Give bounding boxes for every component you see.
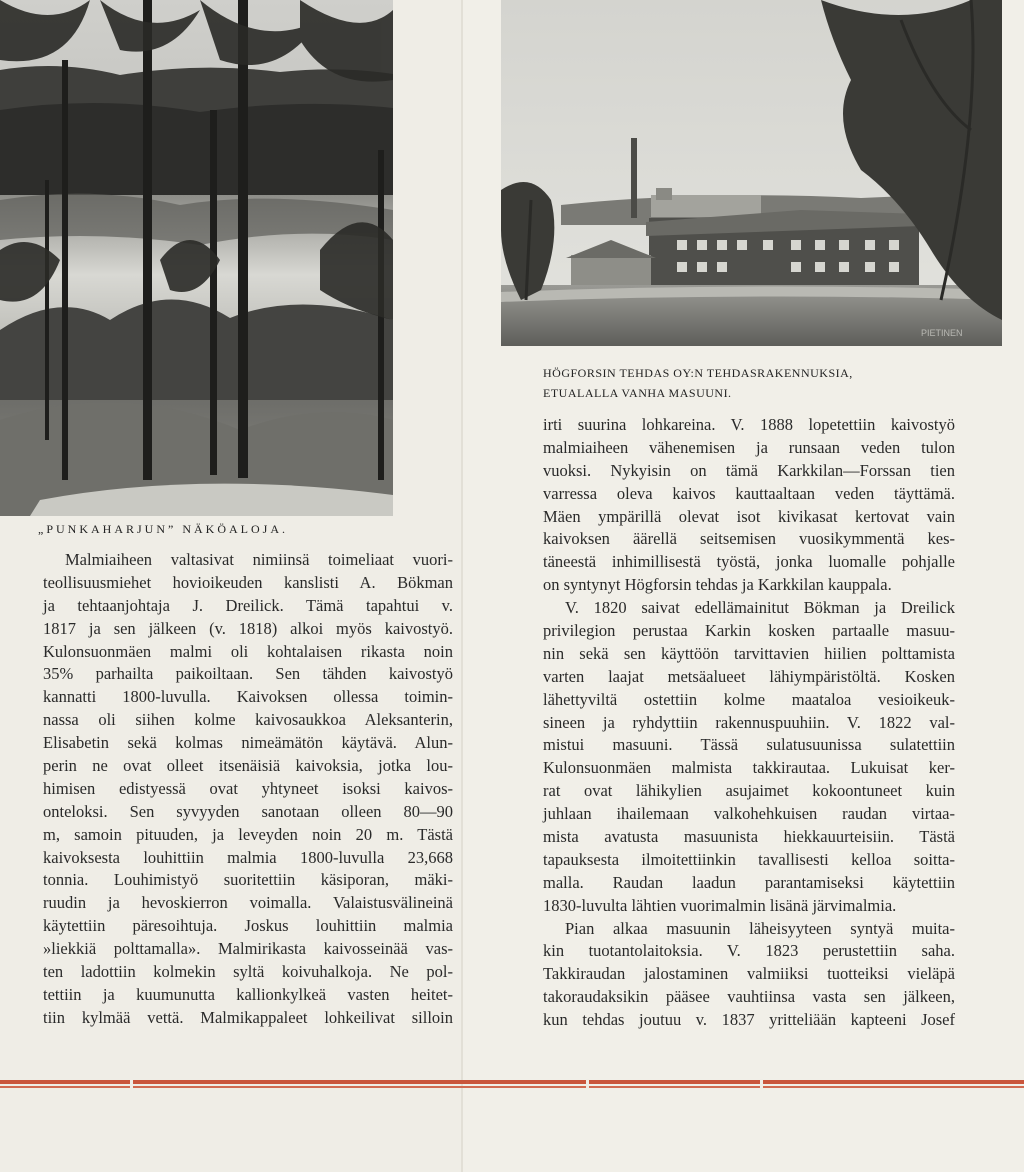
text-line: V. 1820 saivat edellämainitut Bökman ja Dreilick: [565, 598, 955, 618]
text-line: kun tehdas joutuu v. 1837 yritteliään kapteeni Josef: [543, 1010, 955, 1030]
page-fold: [461, 0, 463, 1172]
text-line: rat ovat lähikylien asujaimet kokoontuneet kuin: [543, 781, 955, 801]
right-text-column: [543, 414, 955, 1032]
text-line: perin ne ovat olleet itsenäisiä kaivoksia, jotka lou-: [43, 756, 453, 776]
text-line: varressa oleva kaivos kauttaaltaan veden täyttämä.: [543, 483, 955, 503]
text-line: »liekkiä polttamalla». Malmirikasta kaivosseinää vas-: [43, 939, 453, 959]
text-line: privilegion perustaa Karkin kosken partaalle masuu-: [543, 621, 955, 641]
photo-caption-left: „PUNKAHARJUN” NÄKÖALOJA.: [38, 522, 288, 536]
text-line: onteloksi. Sen syvyyden sanotaan olleen 80—90: [43, 801, 453, 821]
text-line: lähettyviltä ostettiin kolme maataloa vesioikeuk-: [543, 689, 955, 709]
text-line: kaivoksesta louhittiin malmia 1800-luvulla 23,668: [43, 847, 453, 867]
text-line: m, samoin pituuden, ja leveyden noin 20 m. Tästä: [43, 824, 453, 844]
text-line: ruudin ja hevoskierron voimalla. Valaistusvälineinä: [43, 893, 453, 913]
text-line: Pian alkaa masuunin läheisyyteen syntyä muita-: [565, 918, 955, 938]
text-line: tapauksesta ilmoitettiinkin tavallisesti kelloa soitta-: [543, 849, 955, 869]
text-line: malmiaiheen vähenemisen ja runsaan veden tulon: [543, 437, 955, 457]
text-line: malla. Raudan laadun parantamiseksi käytettiin: [543, 872, 955, 892]
text-line: Malmiaiheen valtasivat nimiinsä toimeliaat vuori-: [65, 550, 453, 569]
text-line: mistui masuuni. Tässä sulatusuunissa sulatettiin: [543, 735, 955, 755]
text-line: Takkiraudan jalostaminen valmiiksi tuotteiksi vieläpä: [543, 964, 955, 984]
text-line: tettiin ja kuumunutta kallionkylkeä vasten heitet-: [43, 984, 453, 1004]
rule-gap: [130, 1079, 133, 1089]
text-line: varten laajat metsäalueet lähiympäristöltä. Kosken: [543, 666, 955, 686]
text-line: sineen ja ryhdyttiin rakennuspuuhiin. V. 1822 val-: [543, 712, 955, 732]
text-line: Elisabetin sekä kolmas nimeämätön käytävä. Alun-: [43, 733, 453, 753]
text-line: tonnia. Louhimistyö suoritettiin käsiporan, mäki-: [43, 870, 453, 890]
text-line: kannatti 1800-luvulla. Kaivoksen ollessa toimin-: [43, 687, 453, 707]
forest-lake-photo: [0, 0, 393, 516]
text-line: Kulonsuonmäen malmi oli kohtalaisen rikasta noin: [43, 641, 453, 661]
text-line: nin sekä sen käyttöön tarvittavien hiilien polttamista: [543, 643, 955, 663]
factory-photo: [501, 0, 1002, 346]
decorative-rule: [0, 1080, 1024, 1084]
text-line: 1830-luvulta lähtien vuorimalmin lisänä järvimalmia.: [543, 895, 897, 915]
text-line: nassa oli siihen kolme kaivosaukkoa Aleksanterin,: [43, 710, 453, 730]
text-line: täneestä inhimillisestä työstä, jonka luomalle pohjalle: [543, 552, 955, 572]
caption-line: ETUALALLA VANHA MASUUNI.: [543, 386, 732, 400]
rule-gap: [586, 1079, 589, 1089]
svg-text:PIETINEN: PIETINEN: [921, 328, 963, 338]
text-line: 1817 ja sen jälkeen (v. 1818) alkoi myös kaivostyö.: [43, 618, 453, 638]
decorative-rule-thin: [0, 1086, 1024, 1088]
caption-line: HÖGFORSIN TEHDAS OY:N TEHDASRAKENNUKSIA,: [543, 366, 853, 380]
rule-gap: [760, 1079, 763, 1089]
text-line: kin tuotantolaitoksia. V. 1823 perustettiin saha.: [543, 941, 955, 961]
text-line: 35% parhailta paikoiltaan. Sen tähden kaivostyö: [43, 664, 453, 684]
text-line: mista avatusta masuunista hiekkauurteisiin. Tästä: [543, 827, 955, 847]
text-line: kaivoksen äärellä seitsemisen vuosikymmentä kes-: [543, 529, 955, 549]
text-line: tiin kylmää vettä. Malmikappaleet lohkeilivat silloin: [43, 1007, 453, 1027]
text-line: himisen edistyessä ovat yhtyneet isoksi kaivos-: [43, 778, 453, 798]
photo-caption-right: [543, 363, 963, 403]
text-line: Mäen ympärillä olevat isot kivikasat kertovat vain: [543, 506, 955, 526]
text-line: teollisuusmiehet hovioikeuden kanslisti A. Bökman: [43, 572, 453, 592]
text-line: käytettiin päresoihtuja. Joskus louhittiin malmia: [43, 916, 453, 936]
left-text-column: [43, 549, 453, 1030]
text-line: on syntynyt Högforsin tehdas ja Karkkilan kauppala.: [543, 575, 892, 595]
text-line: irti suurina lohkareina. V. 1888 lopetettiin kaivostyö: [543, 415, 955, 434]
text-line: ja tehtaanjohtaja J. Dreilick. Tämä tapahtui v.: [43, 595, 453, 615]
text-line: takoraudaksikin pääsee vauhtiinsa vasta sen jälkeen,: [543, 987, 955, 1007]
text-line: juhlaan ihailemaan valkohehkuisen raudan virtaa-: [543, 804, 955, 824]
text-line: ten ladottiin kolmekin syltä koivuhalkoja. Ne pol-: [43, 962, 453, 982]
text-line: Kulonsuonmäen malmista takkirautaa. Lukuisat ker-: [543, 758, 955, 778]
text-line: vuoksi. Nykyisin on tämä Karkkilan—Forssan tien: [543, 460, 955, 480]
